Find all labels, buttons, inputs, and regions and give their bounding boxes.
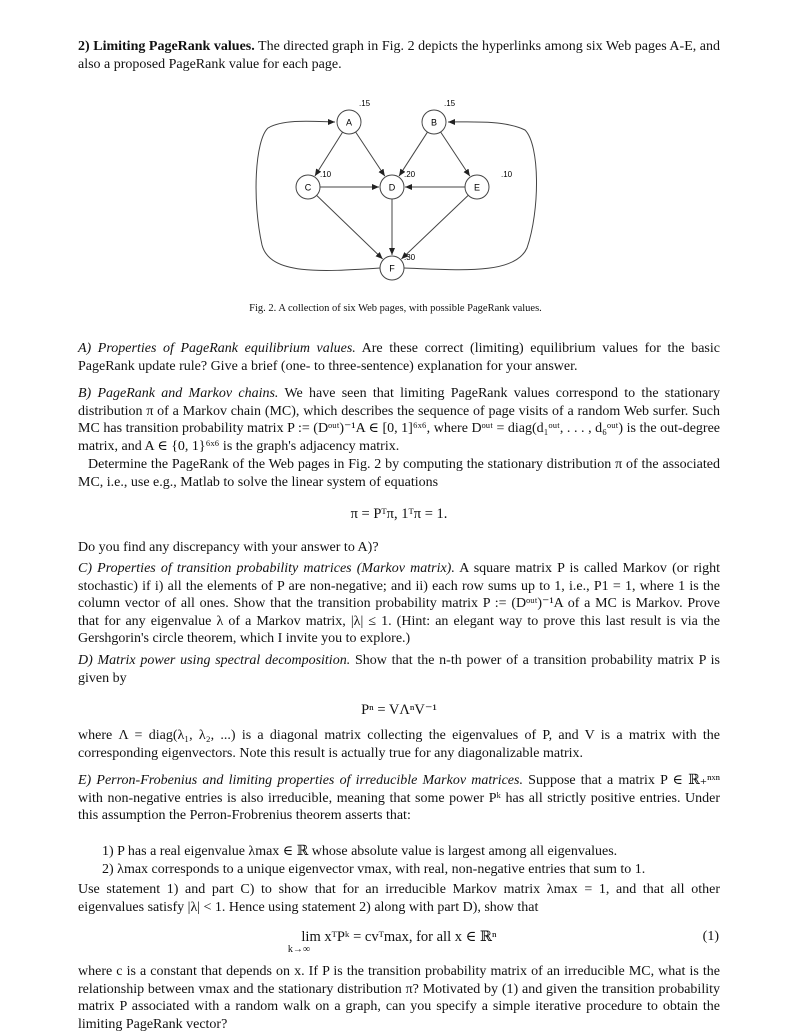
part-e-final: where c is a constant that depends on x. If P is the transition probability matrix of an irreducible MC, what is the relationship between vmax and the stationary distribution π? Motivated by (1) and given the transition probability matrix P associated with a random walk on a graph, can you specify a simple iterative procedure to obtain the limiting PageRank vector? [78, 964, 720, 1032]
node-label-C: C [304, 182, 312, 193]
part-d-text: Show that the n-th power of a transition probability matrix P is given by [78, 653, 721, 686]
part-b-question: Do you find any discrepancy with your answer to A)? [78, 540, 379, 555]
problem-intro: The directed graph in Fig. 2 depicts the hyperlinks among six Web pages A-E, and also a proposed PageRank value for each page. [78, 39, 721, 72]
part-e-heading: E) Perron-Frobenius and limiting properties of irreducible Markov matrices. [78, 773, 523, 788]
part-a [78, 340, 720, 375]
figure-caption: Fig. 2. A collection of six Web pages, with possible PageRank values. [249, 303, 542, 314]
list-item: 1) P has a real eigenvalue λmax ∈ ℝ whose absolute value is largest among all eigenvalues. [102, 844, 618, 859]
part-d [78, 652, 720, 687]
matrix-power-equation: Pⁿ = VΛⁿV⁻¹ [361, 702, 437, 718]
problem-number: 2) [78, 39, 90, 54]
limit-equation-text: lim xᵀPᵏ = cvᵀmax, for all x ∈ ℝⁿ [301, 929, 497, 945]
part-c-text: A square matrix P is called Markov (or right stochastic) if i) all the elements of P are non-negative; and ii) each row sums up to 1, i.e., P1 = 1, where 1 is the column vector of all ones. Show that the transition probability matrix P := (Dᵒᵘᵗ)⁻¹A of a MC is Markov. Prove that for any eigenvalue λ of a Markov matrix, |λ| ≤ 1. (Hint: an elegant way to prove this last result is via the Gershgorin's circle theorem, which I invite you to explore.) [78, 561, 720, 647]
edge-F-A [256, 121, 380, 270]
pagerank-value-F: .30 [404, 253, 416, 262]
stationary-equation: π = Pᵀπ, 1ᵀπ = 1. [350, 506, 448, 522]
part-e [78, 772, 720, 825]
limit-equation [78, 929, 720, 955]
part-b [78, 385, 720, 455]
part-d-after: where Λ = diag(λ₁, λ₂, ...) is a diagonal matrix collecting the eigenvalues of P, and V is a matrix with the corresponding eigenvectors. Note this result is actually true for any diagonalizable matrix. [78, 728, 720, 761]
pagerank-value-A: .15 [359, 99, 371, 108]
node-label-D: D [388, 182, 396, 193]
node-label-A: A [345, 117, 353, 128]
part-d-heading: D) Matrix power using spectral decomposition. [78, 653, 351, 668]
part-e-text2: Use statement 1) and part C) to show that for an irreducible Markov matrix λmax = 1, and that all other eigenvalues satisfy |λ| < 1. Hence using statement 2) along with part D), show that [78, 882, 720, 915]
pagerank-value-C: .10 [320, 170, 332, 179]
pagerank-value-E: .10 [501, 170, 513, 179]
problem-title: Limiting PageRank values. [93, 39, 255, 54]
list-item: 2) λmax corresponds to a unique eigenvector vmax, with real, non-negative entries that sum to 1. [102, 862, 646, 877]
equation-number: (1) [702, 929, 719, 944]
part-a-text: Are these correct (limiting) equilibrium values for the basic PageRank update rule? Give a brief (one- to three-sentence) explanation for your answer. [78, 341, 720, 374]
pagerank-value-B: .15 [444, 99, 456, 108]
edge-B-E [441, 132, 470, 176]
edge-A-D [356, 132, 385, 176]
pagerank-graph-figure [0, 0, 791, 300]
edge-E-F [401, 195, 468, 259]
pagerank-value-D: .20 [404, 170, 416, 179]
part-a-heading: A) Properties of PageRank equilibrium values. [78, 341, 356, 356]
part-e-text: Suppose that a matrix P ∈ ℝ₊ⁿˣⁿ with non-negative entries is also irreducible, meaning that some power Pᵏ has all strictly positive entries. Under this assumption the Perron-Frobrenius theorem asserts that: [78, 773, 720, 824]
part-b-text2: Determine the PageRank of the Web pages in Fig. 2 by computing the stationary distribution π of the associated MC, i.e., use e.g., Matlab to solve the linear system of equations [78, 457, 720, 490]
part-b-text: We have seen that limiting PageRank values correspond to the stationary distribution π of a Markov chain (MC), which describes the sequence of page visits of a random Web surfer. Such MC has transition probability matrix P := (Dᵒᵘᵗ)⁻¹A ∈ [0, 1]⁶ˣ⁶, where Dᵒᵘᵗ = diag(d₁ᵒᵘᵗ, . . . , d₆ᵒᵘᵗ) is the out-degree matrix, and A ∈ {0, 1}⁶ˣ⁶ is the graph's adjacency matrix. [78, 386, 721, 454]
node-label-F: F [389, 263, 395, 274]
limit-subscript: k→∞ [287, 944, 311, 955]
part-b-heading: B) PageRank and Markov chains. [78, 386, 279, 401]
node-label-E: E [473, 182, 481, 193]
part-c-heading: C) Properties of transition probability matrices (Markov matrix). [78, 561, 455, 576]
node-label-B: B [430, 117, 438, 128]
edge-C-F [317, 195, 383, 259]
part-c [78, 560, 720, 648]
